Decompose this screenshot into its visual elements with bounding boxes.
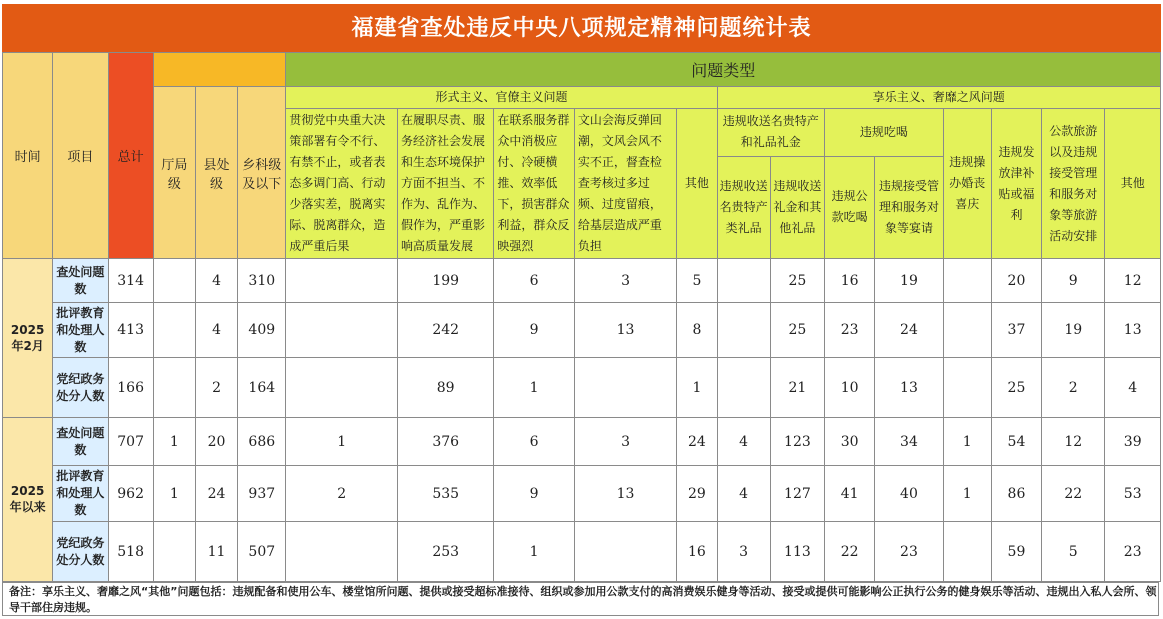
value-cell: 30: [825, 418, 875, 466]
value-cell: [943, 522, 991, 582]
table-row: [3, 303, 1161, 358]
row-item-label: 查处问题数: [53, 418, 108, 466]
sheet-title: 福建省查处违反中央八项规定精神问题统计表: [2, 4, 1161, 52]
value-cell: 1: [943, 418, 991, 466]
value-cell: 518: [108, 522, 153, 582]
value-cell: 3: [574, 418, 677, 466]
value-cell: 12: [1105, 259, 1161, 303]
value-cell: 25: [770, 303, 824, 358]
value-cell: 310: [238, 259, 286, 303]
value-cell: 199: [397, 259, 493, 303]
value-cell: 13: [574, 303, 677, 358]
value-cell: 39: [1105, 418, 1161, 466]
value-cell: 4: [717, 418, 770, 466]
value-cell: [286, 259, 398, 303]
header-f3: 在联系服务群众中消极应付、冷硬横推、效率低下，损害群众利益，群众反映强烈: [494, 109, 574, 259]
value-cell: 6: [494, 418, 574, 466]
period-label: 2025年以来: [3, 418, 53, 582]
value-cell: 535: [397, 466, 493, 522]
value-cell: 1: [943, 466, 991, 522]
value-cell: 59: [991, 522, 1041, 582]
value-cell: 3: [574, 259, 677, 303]
value-cell: 2: [286, 466, 398, 522]
value-cell: 24: [677, 418, 717, 466]
value-cell: [153, 358, 195, 418]
row-item-label: 批评教育和处理人数: [53, 303, 108, 358]
value-cell: 24: [875, 303, 943, 358]
header-item: 项目: [53, 53, 108, 259]
table-row: [3, 259, 1161, 303]
header-h-other: 其他: [1105, 109, 1161, 259]
header-h-sub: 违规发放津补贴或福利: [991, 109, 1041, 259]
value-cell: 22: [825, 522, 875, 582]
header-category: 问题类型: [286, 53, 1161, 87]
value-cell: 2: [195, 358, 237, 418]
header-h-gift: 违规收送名贵特产和礼品礼金: [717, 109, 825, 157]
value-cell: [717, 303, 770, 358]
header-h-gift1: 违规收送名贵特产类礼品: [717, 156, 770, 258]
value-cell: [153, 522, 195, 582]
value-cell: 9: [494, 303, 574, 358]
value-cell: 24: [195, 466, 237, 522]
row-item-label: 党纪政务处分人数: [53, 358, 108, 418]
value-cell: [717, 259, 770, 303]
value-cell: [574, 358, 677, 418]
value-cell: 23: [1105, 522, 1161, 582]
value-cell: 16: [825, 259, 875, 303]
value-cell: 376: [397, 418, 493, 466]
value-cell: 19: [1042, 303, 1105, 358]
row-item-label: 查处问题数: [53, 259, 108, 303]
value-cell: 2: [1042, 358, 1105, 418]
header-ting: 厅局级: [153, 87, 195, 259]
header-hedonism: 享乐主义、奢靡之风问题: [717, 87, 1161, 109]
row-item-label: 党纪政务处分人数: [53, 522, 108, 582]
value-cell: 413: [108, 303, 153, 358]
value-cell: 253: [397, 522, 493, 582]
header-h-travel: 公款旅游以及违规接受管理和服务对象等旅游活动安排: [1042, 109, 1105, 259]
value-cell: 4: [195, 303, 237, 358]
value-cell: 25: [770, 259, 824, 303]
value-cell: 113: [770, 522, 824, 582]
table-row: [3, 358, 1161, 418]
value-cell: 86: [991, 466, 1041, 522]
header-h-gift2: 违规收送礼金和其他礼品: [770, 156, 824, 258]
value-cell: 37: [991, 303, 1041, 358]
period-label: 2025年2月: [3, 259, 53, 418]
value-cell: 23: [875, 522, 943, 582]
value-cell: 6: [494, 259, 574, 303]
value-cell: 4: [195, 259, 237, 303]
value-cell: 16: [677, 522, 717, 582]
table-body: [3, 259, 1161, 582]
value-cell: 123: [770, 418, 824, 466]
header-xiang: 乡科级及以下: [238, 87, 286, 259]
value-cell: 54: [991, 418, 1041, 466]
header-formalism: 形式主义、官僚主义问题: [286, 87, 717, 109]
value-cell: [153, 259, 195, 303]
value-cell: 127: [770, 466, 824, 522]
header-f4: 文山会海反弹回潮，文风会风不实不正，督查检查考核过多过频、过度留痕，给基层造成严重负担: [574, 109, 677, 259]
value-cell: 937: [238, 466, 286, 522]
value-cell: 29: [677, 466, 717, 522]
value-cell: 25: [991, 358, 1041, 418]
value-cell: 9: [1042, 259, 1105, 303]
value-cell: [717, 358, 770, 418]
table-row: [3, 418, 1161, 466]
value-cell: 962: [108, 466, 153, 522]
header-f1: 贯彻党中央重大决策部署有令不行、有禁不止，或者表态多调门高、行动少落实差，脱离实际、脱离群众，造成严重后果: [286, 109, 398, 259]
value-cell: 1: [153, 418, 195, 466]
value-cell: 23: [825, 303, 875, 358]
value-cell: 9: [494, 466, 574, 522]
value-cell: 41: [825, 466, 875, 522]
value-cell: [943, 303, 991, 358]
value-cell: [943, 358, 991, 418]
value-cell: 164: [238, 358, 286, 418]
header-h-eat1: 违规公款吃喝: [825, 156, 875, 258]
statistics-table: [2, 52, 1161, 582]
value-cell: 20: [195, 418, 237, 466]
header-xian: 县处级: [195, 87, 237, 259]
value-cell: 507: [238, 522, 286, 582]
header-h-eat2: 违规接受管理和服务对象等宴请: [875, 156, 943, 258]
value-cell: 3: [717, 522, 770, 582]
value-cell: 34: [875, 418, 943, 466]
table-row: [3, 466, 1161, 522]
value-cell: 314: [108, 259, 153, 303]
header-h-eat: 违规吃喝: [825, 109, 944, 157]
value-cell: 19: [875, 259, 943, 303]
value-cell: 10: [825, 358, 875, 418]
value-cell: 22: [1042, 466, 1105, 522]
value-cell: 707: [108, 418, 153, 466]
value-cell: 1: [677, 358, 717, 418]
value-cell: 4: [717, 466, 770, 522]
value-cell: 5: [677, 259, 717, 303]
header-total: 总计: [108, 53, 153, 259]
value-cell: 53: [1105, 466, 1161, 522]
value-cell: 5: [1042, 522, 1105, 582]
footnote: 备注：享乐主义、奢靡之风“其他”问题包括：违规配备和使用公车、楼堂馆所问题、提供或接受超标准接待、组织或参加用公款支付的高消费娱乐健身等活动、接受或提供可能影响公正执行公务的健身娱乐等活动、违规出入私人会所、领导干部住房违规。: [2, 582, 1159, 616]
value-cell: 40: [875, 466, 943, 522]
header-time: 时间: [3, 53, 53, 259]
value-cell: [153, 303, 195, 358]
value-cell: 11: [195, 522, 237, 582]
value-cell: 242: [397, 303, 493, 358]
table-row: [3, 522, 1161, 582]
value-cell: 89: [397, 358, 493, 418]
value-cell: 4: [1105, 358, 1161, 418]
value-cell: 13: [1105, 303, 1161, 358]
value-cell: [574, 522, 677, 582]
value-cell: 1: [286, 418, 398, 466]
header-h-wed: 违规操办婚丧喜庆: [943, 109, 991, 259]
value-cell: 8: [677, 303, 717, 358]
value-cell: 1: [494, 358, 574, 418]
header-level-group: [153, 53, 286, 87]
value-cell: [286, 358, 398, 418]
value-cell: 1: [153, 466, 195, 522]
value-cell: 686: [238, 418, 286, 466]
header-f2: 在履职尽责、服务经济社会发展和生态环境保护方面不担当、不作为、乱作为、假作为，严重影响高质量发展: [397, 109, 493, 259]
value-cell: [286, 303, 398, 358]
value-cell: [286, 522, 398, 582]
value-cell: [943, 259, 991, 303]
value-cell: 1: [494, 522, 574, 582]
value-cell: 13: [574, 466, 677, 522]
header-f5: 其他: [677, 109, 717, 259]
value-cell: 409: [238, 303, 286, 358]
row-item-label: 批评教育和处理人数: [53, 466, 108, 522]
value-cell: 166: [108, 358, 153, 418]
value-cell: 21: [770, 358, 824, 418]
value-cell: 20: [991, 259, 1041, 303]
value-cell: 13: [875, 358, 943, 418]
value-cell: 12: [1042, 418, 1105, 466]
